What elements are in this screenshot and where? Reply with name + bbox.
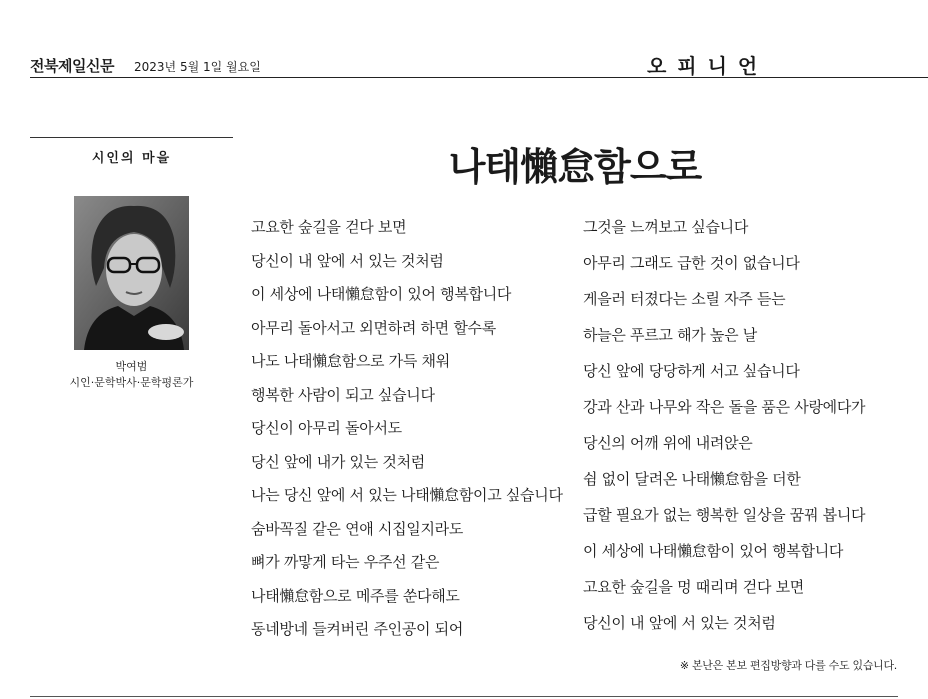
footer-rule xyxy=(30,696,898,697)
poem-line: 이 세상에 나태懶怠함이 있어 행복합니다 xyxy=(583,542,844,560)
poem-line: 당신이 내 앞에 서 있는 것처럼 xyxy=(583,614,776,632)
poem-line: 하늘은 푸르고 해가 높은 날 xyxy=(583,326,757,344)
author-portrait-image xyxy=(74,196,189,350)
poem-line: 급할 필요가 없는 행복한 일상을 꿈꿔 봅니다 xyxy=(583,506,866,524)
newspaper-name: 전북제일신문 xyxy=(30,57,114,75)
poem-column-right xyxy=(583,216,865,648)
poem-column-left xyxy=(251,216,563,652)
poem-line: 당신 앞에 당당하게 서고 싶습니다 xyxy=(583,362,800,380)
poem-line: 나도 나태懶怠함으로 가득 채워 xyxy=(251,352,450,370)
poem-line: 나태懶怠함으로 메주를 쑨다해도 xyxy=(251,586,460,605)
issue-date: 2023년 5월 1일 월요일 xyxy=(134,60,261,74)
section-title: 오 피 니 언 xyxy=(647,54,760,78)
poem-line: 뼈가 까맣게 타는 우주선 같은 xyxy=(251,553,440,571)
poem-line: 쉼 없이 달려온 나태懶怠함을 더한 xyxy=(583,470,801,488)
column-top-rule xyxy=(30,137,233,138)
author-photo xyxy=(74,196,189,350)
poem-line: 아무리 그래도 급한 것이 없습니다 xyxy=(583,254,800,272)
poem-line: 당신 앞에 내가 있는 것처럼 xyxy=(251,452,425,471)
poem-line: 고요한 숲길을 걷다 보면 xyxy=(251,218,407,236)
poem-line: 나는 당신 앞에 서 있는 나태懶怠함이고 싶습니다 xyxy=(251,486,563,504)
poem-line: 당신의 어깨 위에 내려앉은 xyxy=(583,434,753,452)
poem-line: 행복한 사람이 되고 싶습니다 xyxy=(251,385,435,404)
author-name: 박여범 xyxy=(115,360,148,373)
poem-line: 아무리 돌아서고 외면하려 하면 할수록 xyxy=(251,318,496,337)
poem-line: 동네방네 들켜버린 주인공이 되어 xyxy=(251,620,464,638)
poem-title: 나태懶怠함으로 xyxy=(448,144,702,189)
poem-line: 게을러 터졌다는 소릴 자주 듣는 xyxy=(583,290,786,308)
author-title: 시인·문학박사·문학평론가 xyxy=(69,376,194,389)
poem-line: 숨바꼭질 같은 연애 시집일지라도 xyxy=(251,519,464,538)
poem-line: 당신이 내 앞에 서 있는 것처럼 xyxy=(251,251,444,270)
poem-line: 이 세상에 나태懶怠함이 있어 행복합니다 xyxy=(251,285,512,303)
column-name: 시인의 마을 xyxy=(91,151,172,166)
page-header xyxy=(30,52,928,78)
poem-line: 그것을 느껴보고 싶습니다 xyxy=(583,218,749,236)
editorial-note: ※ 본난은 본보 편집방향과 다를 수도 있습니다. xyxy=(679,659,897,672)
poem-line: 당신이 아무리 돌아서도 xyxy=(251,419,402,437)
poem-line: 고요한 숲길을 멍 때리며 걷다 보면 xyxy=(583,578,805,596)
poem-line: 강과 산과 나무와 작은 돌을 품은 사랑에다가 xyxy=(583,398,866,416)
